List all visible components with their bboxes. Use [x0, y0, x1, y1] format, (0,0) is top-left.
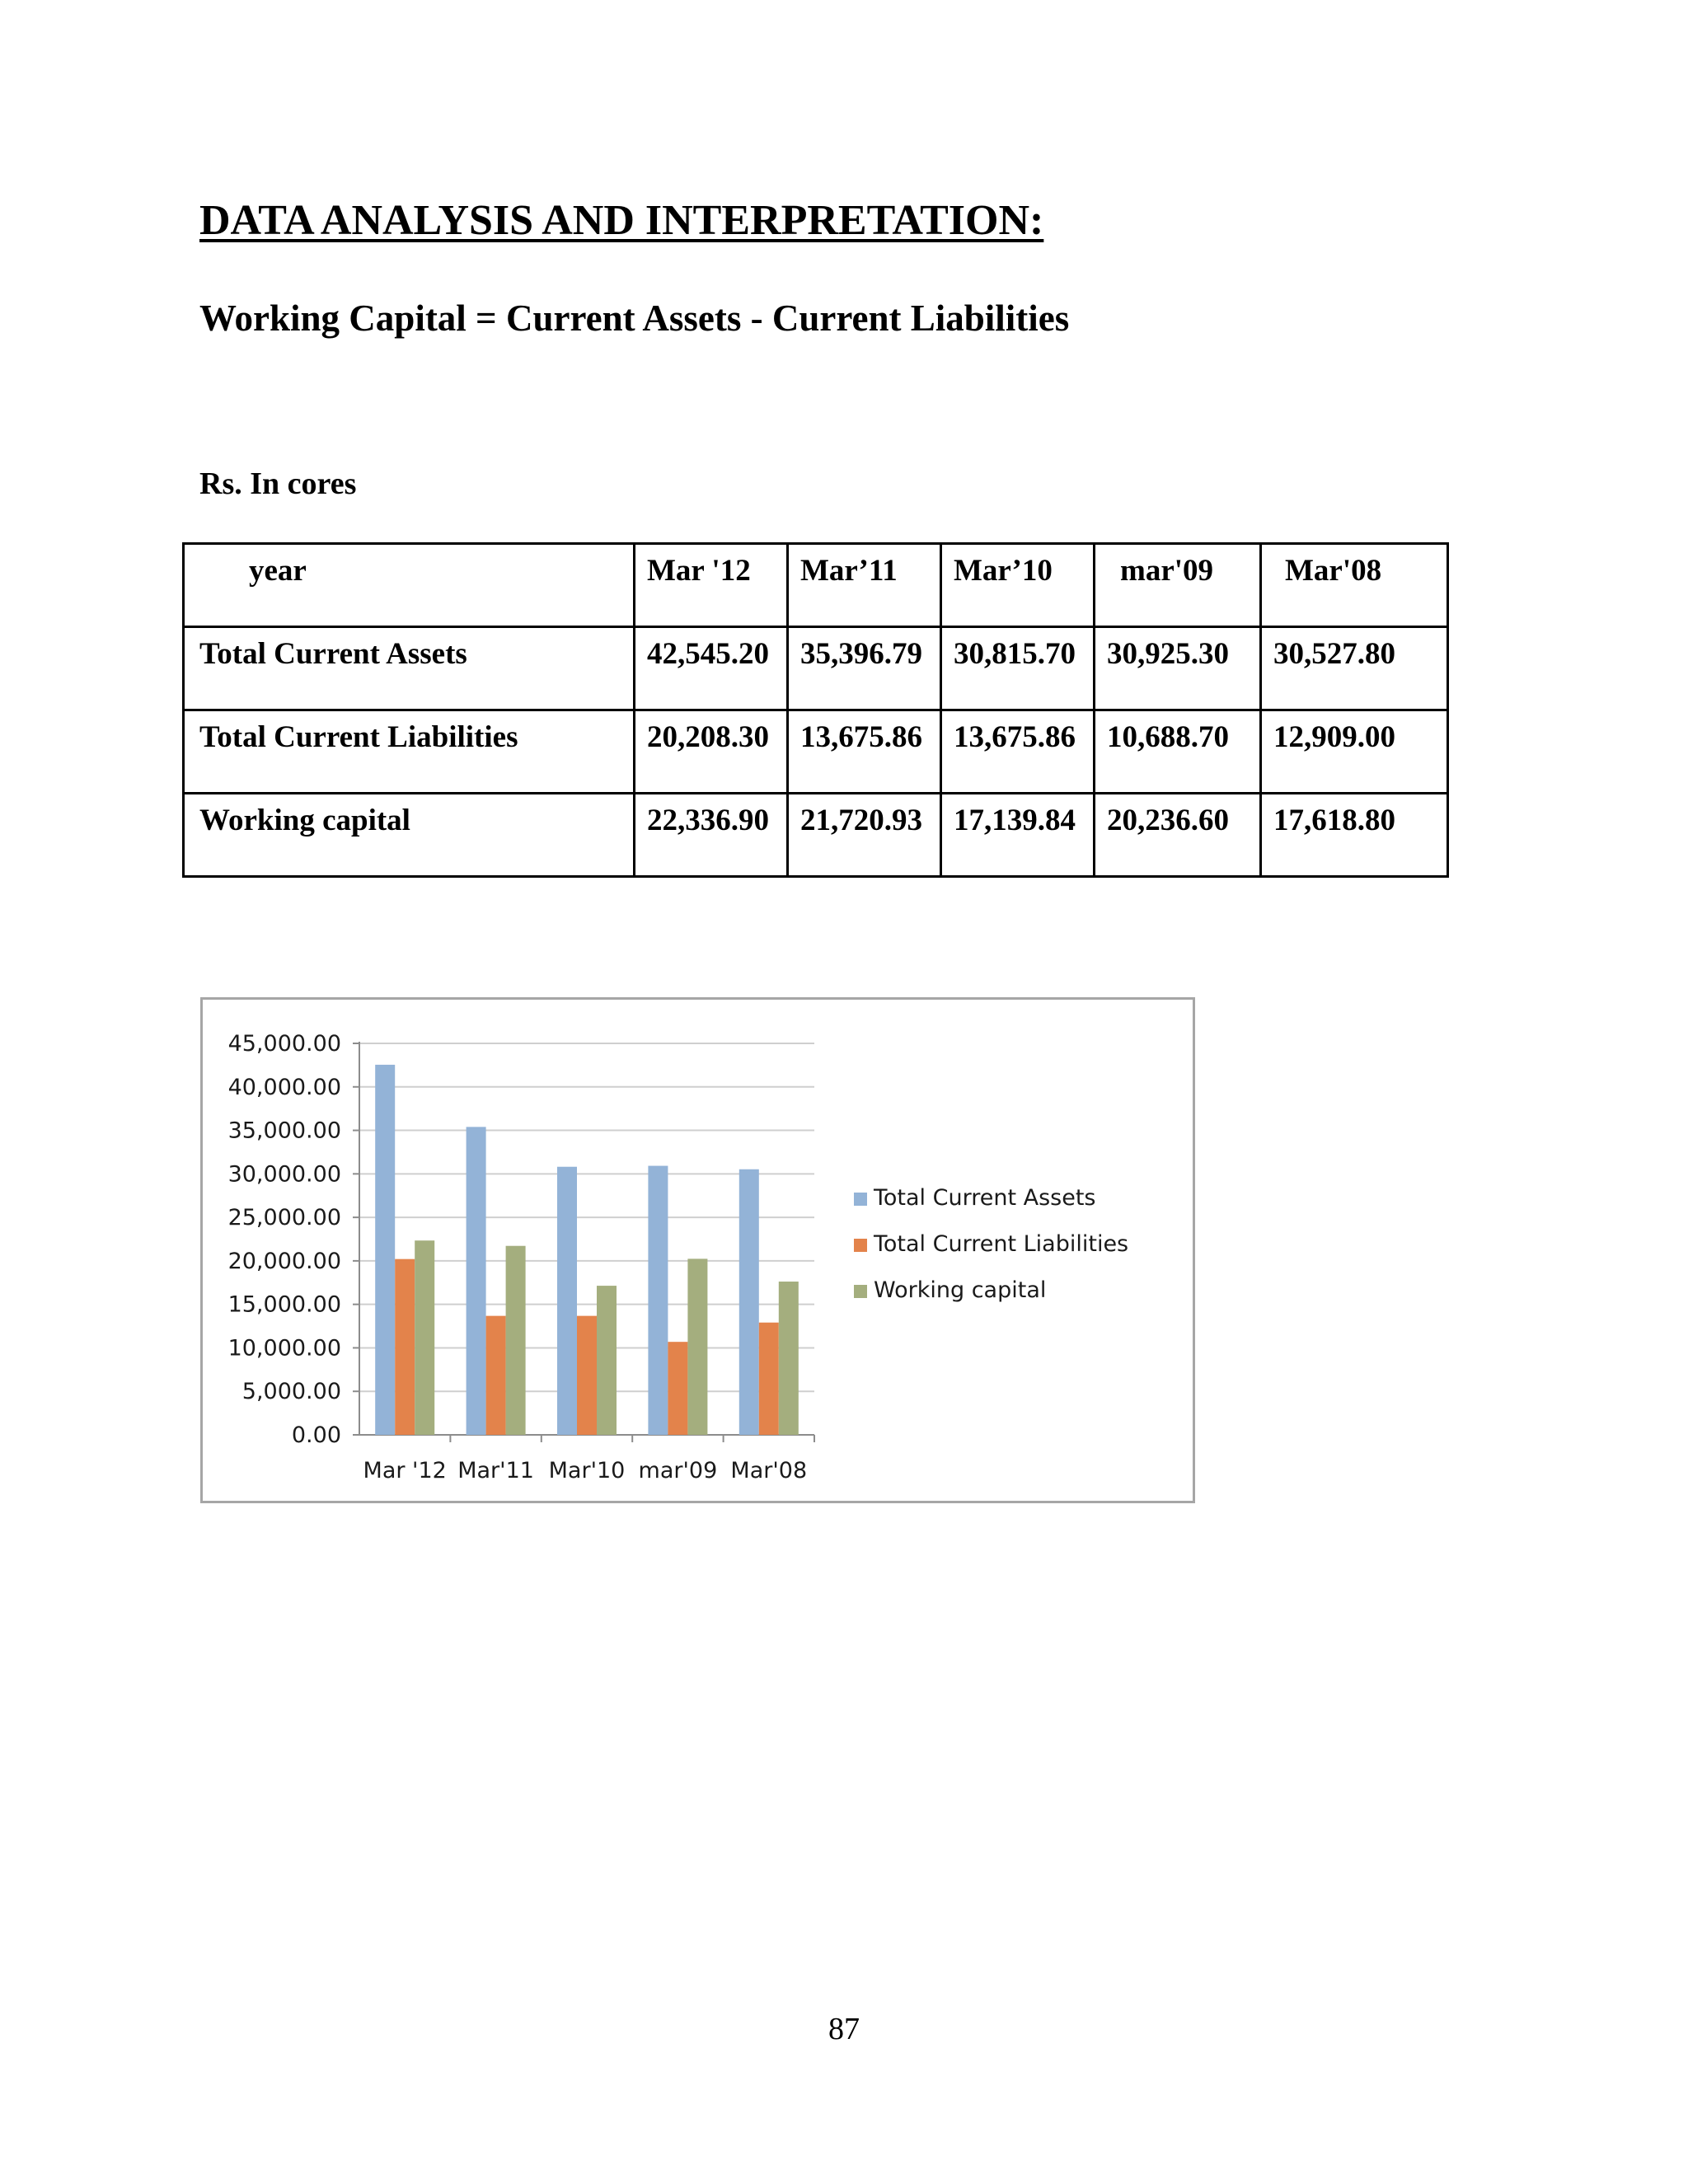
- y-tick-label: 45,000.00: [227, 1031, 341, 1057]
- table-cell: 13,675.86: [941, 710, 1095, 794]
- bar: [577, 1316, 597, 1435]
- bar: [375, 1065, 395, 1435]
- row-label: Working capital: [184, 794, 635, 877]
- y-tick-label: 25,000.00: [227, 1205, 341, 1231]
- bar: [687, 1258, 707, 1435]
- legend-swatch: [854, 1193, 867, 1206]
- y-tick-label: 5,000.00: [241, 1379, 341, 1405]
- table-header-cell: Mar '12: [635, 544, 788, 627]
- working-capital-formula: Working Capital = Current Assets - Current Liabilities: [199, 298, 1070, 339]
- row-label: Total Current Liabilities: [184, 710, 635, 794]
- x-tick-label: Mar '12: [363, 1458, 447, 1483]
- bar: [739, 1169, 759, 1435]
- table-cell: 17,618.80: [1261, 794, 1448, 877]
- table-header-cell: Mar'08: [1261, 544, 1448, 627]
- table-row: [184, 627, 1448, 710]
- table-cell: 20,236.60: [1095, 794, 1261, 877]
- working-capital-table: [182, 542, 1449, 878]
- chart-canvas: [203, 1000, 1193, 1501]
- bar: [648, 1166, 668, 1435]
- table-cell: 22,336.90: [635, 794, 788, 877]
- table-header-cell: mar'09: [1095, 544, 1261, 627]
- bar: [779, 1282, 799, 1435]
- unit-note: Rs. In cores: [199, 466, 357, 501]
- bar: [668, 1342, 687, 1435]
- y-tick-label: 15,000.00: [227, 1291, 341, 1318]
- y-tick-label: 40,000.00: [227, 1074, 341, 1100]
- legend-label: Total Current Assets: [874, 1185, 1096, 1211]
- table-row: [184, 710, 1448, 794]
- bar: [557, 1167, 577, 1435]
- page-heading: DATA ANALYSIS AND INTERPRETATION:: [199, 197, 1044, 244]
- legend-swatch: [854, 1239, 867, 1252]
- table-cell: 30,815.70: [941, 627, 1095, 710]
- legend-swatch: [854, 1285, 867, 1298]
- legend-label: Total Current Liabilities: [874, 1231, 1129, 1257]
- table-row: [184, 794, 1448, 877]
- table-cell: 35,396.79: [788, 627, 941, 710]
- table-cell: 30,527.80: [1261, 627, 1448, 710]
- x-tick-label: Mar'10: [548, 1458, 626, 1483]
- legend-label: Working capital: [874, 1277, 1047, 1303]
- y-tick-label: 30,000.00: [227, 1161, 341, 1188]
- y-tick-label: 20,000.00: [227, 1248, 341, 1274]
- table-cell: 21,720.93: [788, 794, 941, 877]
- table-header-cell: year: [184, 544, 635, 627]
- x-tick-label: Mar'11: [457, 1458, 534, 1483]
- table-header-cell: Mar’10: [941, 544, 1095, 627]
- table-cell: 42,545.20: [635, 627, 788, 710]
- x-tick-label: Mar'08: [730, 1458, 808, 1483]
- bar: [759, 1323, 779, 1435]
- table-header-row: [184, 544, 1448, 627]
- table-cell: 17,139.84: [941, 794, 1095, 877]
- working-capital-chart: [200, 997, 1195, 1503]
- y-tick-label: 10,000.00: [227, 1335, 341, 1361]
- table-cell: 20,208.30: [635, 710, 788, 794]
- table-header-cell: Mar’11: [788, 544, 941, 627]
- table-cell: 12,909.00: [1261, 710, 1448, 794]
- bar: [597, 1286, 617, 1435]
- y-tick-label: 35,000.00: [227, 1118, 341, 1144]
- table-cell: 13,675.86: [788, 710, 941, 794]
- page-number: 87: [828, 2012, 860, 2046]
- row-label: Total Current Assets: [184, 627, 635, 710]
- bar: [395, 1259, 415, 1435]
- x-tick-label: mar'09: [638, 1458, 718, 1483]
- y-tick-label: 0.00: [291, 1422, 341, 1448]
- bar: [506, 1246, 526, 1435]
- bar: [415, 1240, 434, 1435]
- table-cell: 30,925.30: [1095, 627, 1261, 710]
- table-cell: 10,688.70: [1095, 710, 1261, 794]
- bar: [486, 1316, 506, 1435]
- bar: [467, 1127, 486, 1435]
